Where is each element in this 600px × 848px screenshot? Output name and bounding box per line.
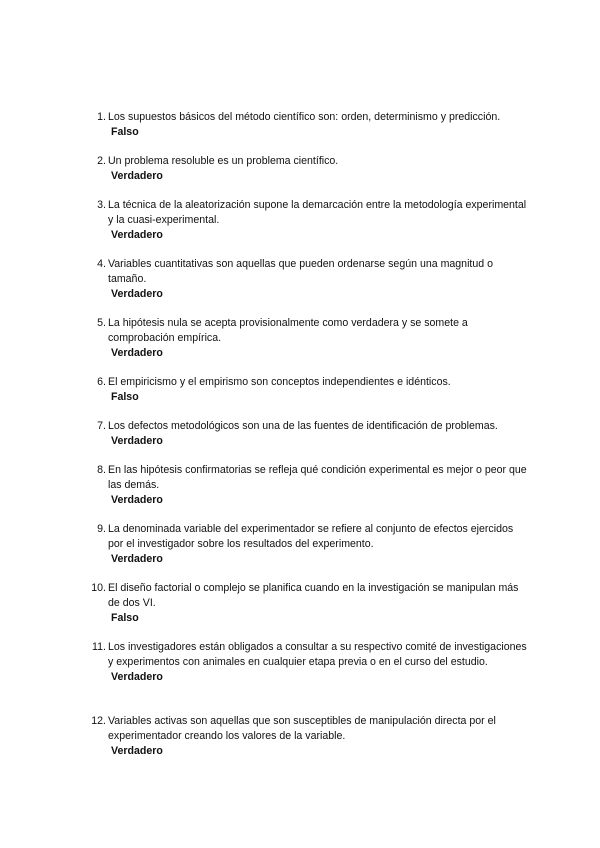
question-answer: Verdadero: [111, 671, 163, 684]
question-text: En las hipótesis confirmatorias se refleja qué condición experimental es mejor o peor que las demás.: [108, 464, 527, 492]
question-number: 1.: [97, 111, 106, 123]
question-text: Variables activas son aquellas que son susceptibles de manipulación directa por el experimentador creando los valores de la variable.: [108, 715, 496, 743]
question-number: 7.: [97, 420, 106, 432]
question-number: 9.: [97, 523, 106, 535]
question-text: El diseño factorial o complejo se planifica cuando en la investigación se manipulan más de dos VI.: [108, 582, 519, 610]
question-answer: Verdadero: [111, 553, 163, 566]
question-item: [88, 375, 528, 405]
question-item: [88, 257, 528, 303]
question-text: La técnica de la aleatorización supone la demarcación entre la metodología experimental y la cuasi-experimental.: [108, 199, 527, 227]
question-item: [88, 522, 528, 568]
question-item: [88, 581, 528, 627]
question-item: [88, 154, 528, 184]
question-item: [88, 198, 528, 244]
question-item: [88, 316, 528, 362]
question-item: [88, 463, 528, 509]
question-answer: Verdadero: [111, 435, 163, 448]
question-item: [88, 640, 528, 686]
question-text: Los investigadores están obligados a consultar a su respectivo comité de investigaciones y experimentos con animales en cualquier etapa previa o en el curso del estudio.: [108, 641, 527, 669]
question-answer: Falso: [111, 391, 139, 404]
question-answer: Verdadero: [111, 347, 163, 360]
question-number: 10.: [91, 582, 106, 594]
question-text: Los defectos metodológicos son una de las fuentes de identificación de problemas.: [108, 420, 498, 432]
question-number: 3.: [97, 199, 106, 211]
question-text: La denominada variable del experimentador se refiere al conjunto de efectos ejercidos por el investigador sobre los resultados del experimento.: [108, 523, 514, 551]
question-item: [88, 714, 528, 760]
question-text: Variables cuantitativas son aquellas que pueden ordenarse según una magnitud o tamaño.: [108, 258, 493, 286]
question-answer: Verdadero: [111, 229, 163, 242]
question-item: [88, 419, 528, 449]
question-number: 5.: [97, 317, 106, 329]
question-number: 2.: [97, 155, 106, 167]
question-number: 6.: [97, 376, 106, 388]
question-item: [88, 110, 528, 140]
question-number: 4.: [97, 258, 106, 270]
question-text: El empiricismo y el empirismo son conceptos independientes e idénticos.: [108, 376, 451, 388]
question-answer: Falso: [111, 126, 139, 139]
question-answer: Verdadero: [111, 288, 163, 301]
question-answer: Verdadero: [111, 170, 163, 183]
question-text: La hipótesis nula se acepta provisionalmente como verdadera y se somete a comprobación empírica.: [108, 317, 468, 345]
question-answer: Verdadero: [111, 494, 163, 507]
question-number: 8.: [97, 464, 106, 476]
question-answer: Falso: [111, 612, 139, 625]
question-text: Un problema resoluble es un problema científico.: [108, 155, 339, 167]
question-number: 11.: [92, 641, 106, 653]
question-number: 12.: [91, 715, 106, 727]
question-answer: Verdadero: [111, 745, 163, 758]
question-text: Los supuestos básicos del método científico son: orden, determinismo y predicción.: [108, 111, 501, 123]
